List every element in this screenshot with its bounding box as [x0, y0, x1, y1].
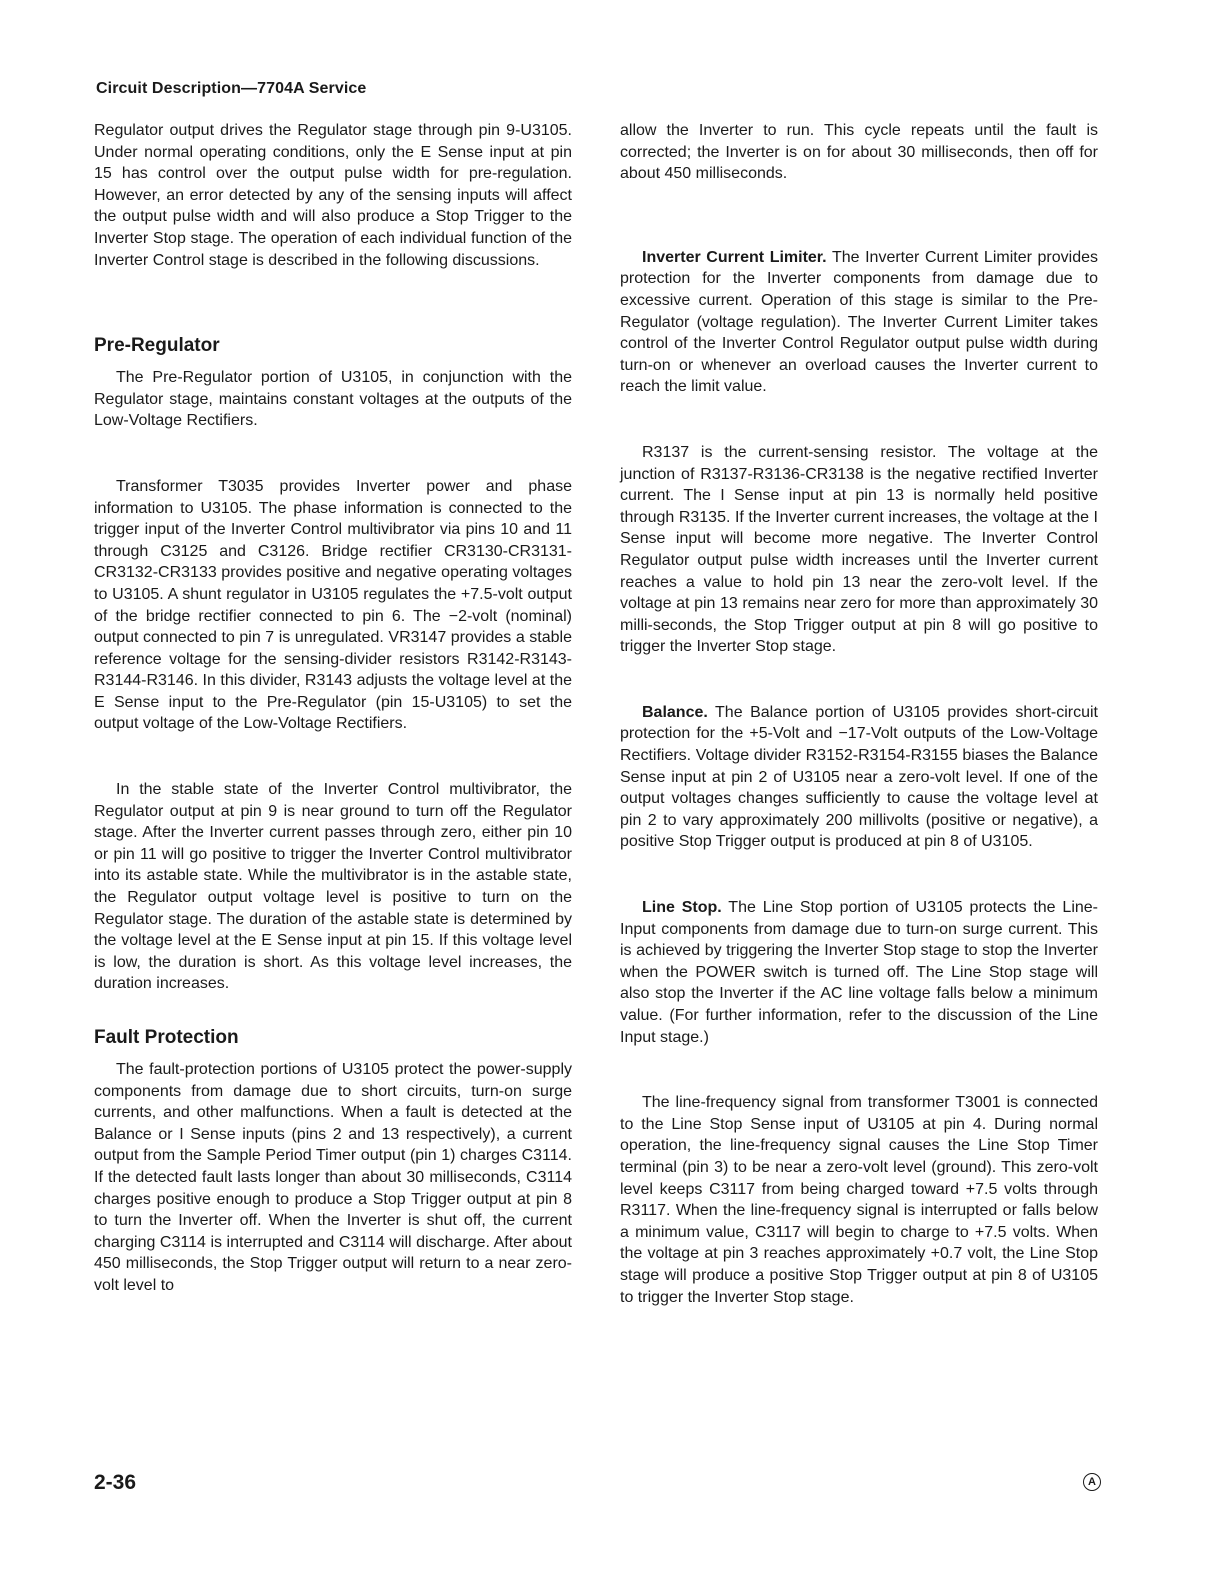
heading-fault-protection: Fault Protection [94, 1027, 239, 1048]
inverter-current-limiter-text: The Inverter Current Limiter provides protection for the Inverter components from damage due to excessive current. Operation of this stage is similar to the Pre-Regulator (voltage regulation). The Inverter Current Limiter takes control of the Inverter Control Regulator output pulse width during turn-on or whenever an overload causes the Inverter current to reach the limit value. [620, 248, 1099, 396]
run-in-heading-inverter-current-limiter: Inverter Current Limiter. [642, 248, 827, 266]
paragraph-fault-protection: The fault-protection portions of U3105 protect the power-supply components from damage due to short circuits, turn-on surge currents, and other malfunctions. When a fault is detected at the Balance or I Sense inputs (pins 2 and 13 respectively), a current output from the Sample Period Timer output (pin 1) charges C3114. If the detected fault lasts longer than about 30 milliseconds, C3114 charges positive enough to produce a Stop Trigger output at pin 8 to turn the Inverter off. When the Inverter is shut off, the current charging C3114 is interrupted and C3114 will discharge. After about 450 milliseconds, the Stop Trigger output will return to a near zero-volt level to [94, 1061, 572, 1294]
right-column [620, 120, 1098, 1308]
run-in-heading-balance: Balance. [642, 703, 708, 721]
left-column [94, 120, 572, 1297]
paragraph-continued: allow the Inverter to run. This cycle repeats until the fault is corrected; the Inverter is on for about 30 milliseconds, then off for about 450 milliseconds. [620, 122, 1098, 183]
revision-mark: A [1083, 1473, 1101, 1491]
paragraph-r3137: R3137 is the current-sensing resistor. The voltage at the junction of R3137-R3136-CR3138 is the negative rectified Inverter current. The I Sense input at pin 13 is normally held positive through R3135. If the Inverter current increases, the voltage at the I Sense input will become more negative. The Inverter Control Regulator output pulse width increases until the Inverter current reaches a value to hold pin 13 near the zero-volt level. If the voltage at pin 13 remains near zero for more than approximately 30 milli-seconds, the Stop Trigger output at pin 8 will go positive to trigger the Inverter Stop stage. [620, 443, 1098, 656]
paragraph-pre-regulator-3: In the stable state of the Inverter Control multivibrator, the Regulator output at pin 9 is near ground to turn off the Regulator stage. After the Inverter current passes through zero, either pin 10 or pin 11 will go positive to trigger the Inverter Control multivibrator into its astable state. While the multivibrator is in the astable state, the Regulator output voltage level is positive to turn on the Regulator stage. The duration of the astable state is determined by the voltage level at the E Sense input at pin 15. If this voltage level is low, the duration is short. As this voltage level increases, the duration increases. [94, 781, 572, 993]
paragraph-line-stop [620, 897, 1098, 1048]
paragraph-line-frequency: The line-frequency signal from transformer T3001 is connected to the Line Stop Sense input of U3105 at pin 4. During normal operation, the line-frequency signal causes the Line Stop Timer terminal (pin 3) to be near a zero-volt level (ground). This zero-volt level keeps C3117 from being charged toward +7.5 volts through R3117. When the line-frequency signal is interrupted or falls below a minimum value, C3117 will begin to charge to +7.5 volts. When the voltage at pin 3 reaches approximately +0.7 volt, the Line Stop stage will produce a positive Stop Trigger output at pin 8 of U3105 to trigger the Inverter Stop stage. [620, 1094, 1098, 1306]
page-header: Circuit Description—7704A Service [96, 80, 367, 97]
heading-pre-regulator: Pre-Regulator [94, 335, 220, 357]
paragraph-pre-regulator-1: The Pre-Regulator portion of U3105, in conjunction with the Regulator stage, maintains constant voltages at the outputs of the Low-Voltage Rectifiers. [94, 369, 572, 430]
run-in-heading-line-stop: Line Stop. [642, 899, 722, 917]
paragraph-balance [620, 702, 1098, 853]
paragraph-inverter-current-limiter [620, 247, 1098, 398]
page-number: 2-36 [94, 1471, 137, 1494]
balance-text: The Balance portion of U3105 provides short-circuit protection for the +5-Volt and −17-Volt outputs of the Low-Voltage Rectifiers. Voltage divider R3152-R3154-R3155 biases the Balance Sense input at pin 2 of U3105 near a zero-volt level. If one of the output voltages changes sufficiently to cause the voltage level at pin 2 to vary approximately 200 millivolts (positive or negative), a positive Stop Trigger output is produced at pin 8 of U3105. [620, 703, 1098, 851]
paragraph-pre-regulator-2: Transformer T3035 provides Inverter power and phase information to U3105. The phase information is connected to the trigger input of the Inverter Control multivibrator via pins 10 and 11 through C3125 and C3126. Bridge rectifier CR3130-CR3131-CR3132-CR3133 provides positive and negative operating voltages to U3105. A shunt regulator in U3105 regulates the +7.5-volt output of the bridge rectifier connected to pin 6. The −2-volt (nominal) output connected to pin 7 is unregulated. VR3147 provides a stable reference voltage for the sensing-divider resistors R3142-R3143-R3144-R3146. In this divider, R3143 adjusts the voltage level at the E Sense input to the Pre-Regulator (pin 15-U3105) to set the output voltage of the Low-Voltage Rectifiers. [94, 477, 572, 733]
line-stop-text: The Line Stop portion of U3105 protects the Line-Input components from damage due to turn-on surge current. This is achieved by triggering the Inverter Stop stage to stop the Inverter when the POWER switch is turned off. The Line Stop stage will also stop the Inverter if the AC line voltage falls below a minimum value. (For further information, refer to the discussion of the Line Input stage.) [620, 899, 1098, 1046]
paragraph-intro: Regulator output drives the Regulator stage through pin 9-U3105. Under normal operating conditions, only the E Sense input at pin 15 has control over the output pulse width for pre-regulation. However, an error detected by any of the sensing inputs will affect the output pulse width and will also produce a Stop Trigger to the Inverter Stop stage. The operation of each individual function of the Inverter Control stage is described in the following discussions. [94, 122, 572, 269]
